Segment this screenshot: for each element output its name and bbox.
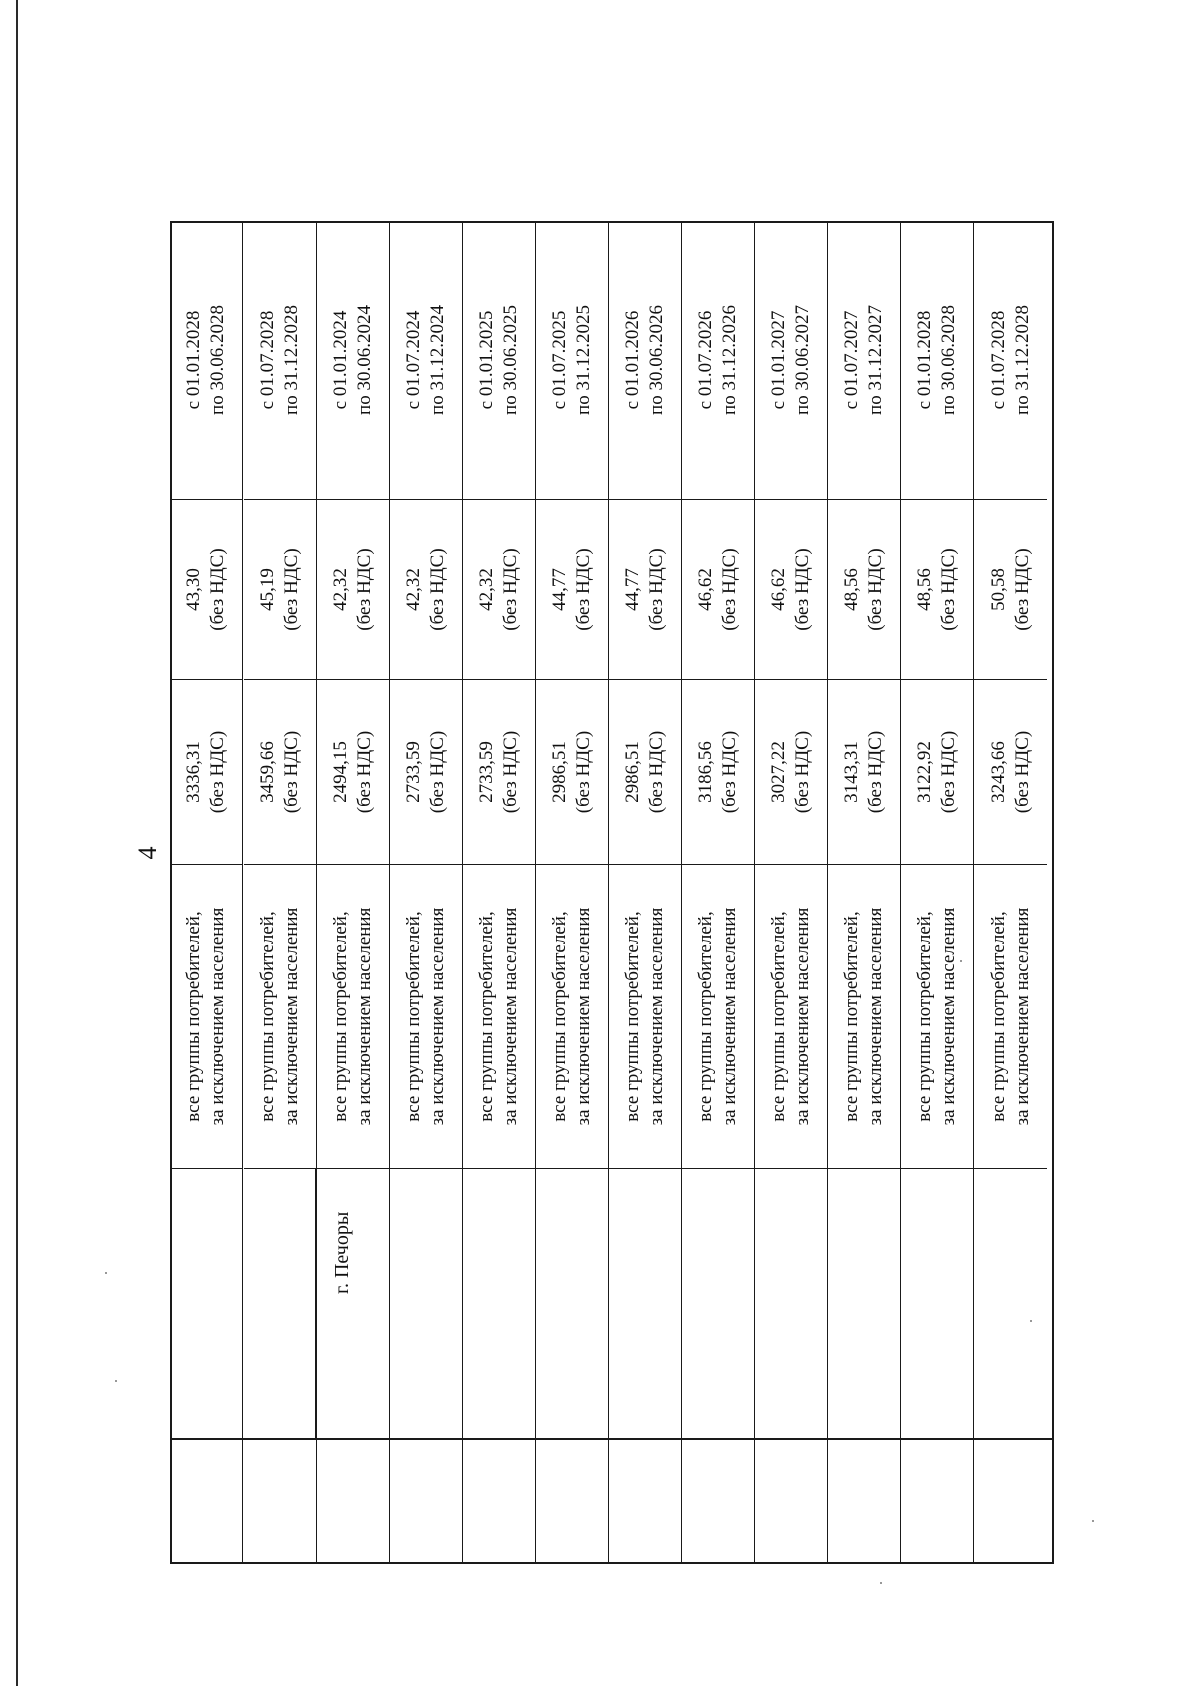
period-cell-text: с 01.07.2028 xyxy=(257,310,278,410)
consumer-group-cell xyxy=(536,864,608,1169)
period-cell xyxy=(536,221,608,499)
tariff-value-cell xyxy=(682,679,754,864)
page-edge-line xyxy=(16,0,18,1686)
period-cell-text: с 01.07.2024 xyxy=(403,310,424,410)
period-cell-text: с 01.01.2028 xyxy=(914,310,935,410)
consumer-group-cell-text: за исключением населения xyxy=(792,907,813,1126)
period-cell xyxy=(682,221,754,499)
table-row xyxy=(317,221,390,1564)
tariff-value-cell xyxy=(755,499,827,679)
tariff-value-cell-text: 42,32 xyxy=(330,568,351,611)
tariff-value-cell-text: (без НДС) xyxy=(719,730,740,814)
period-cell-text: по 31.12.2028 xyxy=(281,305,302,415)
period-cell-text: с 01.07.2027 xyxy=(841,310,862,410)
tariff-value-cell xyxy=(536,679,608,864)
tariff-value-cell-text: (без НДС) xyxy=(281,548,302,631)
page-number: 4 xyxy=(133,846,162,860)
tariff-value-cell-text: (без НДС) xyxy=(427,730,448,814)
tariff-value-cell-text: 2733,59 xyxy=(403,741,424,803)
tariff-value-cell xyxy=(901,499,973,679)
period-cell-text: с 01.01.2025 xyxy=(476,310,497,410)
consumer-group-cell-text: все группы потребителей, xyxy=(841,911,862,1122)
tariff-value-cell-text: (без НДС) xyxy=(427,548,448,631)
consumer-group-cell xyxy=(463,864,535,1169)
consumer-group-cell xyxy=(828,864,900,1169)
scan-speck xyxy=(105,1272,107,1274)
consumer-group-cell xyxy=(901,864,973,1169)
tariff-value-cell-text: 3143,31 xyxy=(841,741,862,803)
tariff-value-cell xyxy=(317,679,389,864)
consumer-group-cell xyxy=(390,864,462,1169)
table-row xyxy=(390,221,463,1564)
period-cell xyxy=(244,221,316,499)
consumer-group-cell-text: за исключением населения xyxy=(281,907,302,1126)
tariff-value-cell-text: (без НДС) xyxy=(646,548,667,631)
tariff-value-cell xyxy=(317,499,389,679)
consumer-group-cell-text: все группы потребителей, xyxy=(403,911,424,1122)
tariff-value-cell xyxy=(390,679,462,864)
tariff-value-cell-text: 44,77 xyxy=(549,568,570,611)
table-row xyxy=(901,221,974,1564)
consumer-group-cell-text: за исключением населения xyxy=(500,907,521,1126)
period-cell-text: по 31.12.2025 xyxy=(573,305,594,415)
tariff-value-cell-text: 42,32 xyxy=(403,568,424,611)
table-row xyxy=(609,221,682,1564)
tariff-value-cell-text: 2986,51 xyxy=(622,741,643,803)
city-name: г. Печоры xyxy=(331,1211,353,1294)
period-cell xyxy=(170,221,242,499)
tariff-value-cell xyxy=(609,499,681,679)
tariff-value-cell-text: (без НДС) xyxy=(646,730,667,814)
tariff-value-cell xyxy=(170,679,242,864)
tariff-value-cell-text: (без НДС) xyxy=(938,548,959,631)
consumer-group-cell xyxy=(317,864,389,1169)
tariff-value-cell-text: 46,62 xyxy=(768,568,789,611)
tariff-value-cell-text: 43,30 xyxy=(183,568,204,611)
consumer-group-cell-text: все группы потребителей, xyxy=(549,911,570,1122)
tariff-value-cell-text: 2986,51 xyxy=(549,741,570,803)
period-cell xyxy=(390,221,462,499)
tariff-value-cell-text: (без НДС) xyxy=(792,548,813,631)
consumer-group-cell-text: все группы потребителей, xyxy=(476,911,497,1122)
consumer-group-cell-text: все группы потребителей, xyxy=(695,911,716,1122)
tariff-value-cell-text: (без НДС) xyxy=(865,730,886,814)
consumer-group-cell-text: за исключением населения xyxy=(354,907,375,1126)
period-cell xyxy=(901,221,973,499)
consumer-group-cell xyxy=(682,864,754,1169)
tariff-value-cell-text: (без НДС) xyxy=(207,548,228,631)
period-cell-text: по 31.12.2028 xyxy=(1011,305,1033,415)
consumer-group-cell-text: за исключением населения xyxy=(719,907,740,1126)
consumer-group-cell xyxy=(974,864,1047,1169)
tariff-value-cell-text: 2733,59 xyxy=(476,741,497,803)
tariff-value-cell-text: 3336,31 xyxy=(183,741,204,803)
table-row xyxy=(682,221,755,1564)
period-cell xyxy=(317,221,389,499)
tariff-value-cell xyxy=(901,679,973,864)
period-cell-text: по 31.12.2027 xyxy=(865,305,886,415)
tariff-value-cell-text: 50,58 xyxy=(987,568,1009,611)
tariff-value-cell xyxy=(463,499,535,679)
tariff-value-cell xyxy=(463,679,535,864)
tariff-value-cell xyxy=(244,679,316,864)
table-row xyxy=(463,221,536,1564)
consumer-group-cell-text: все группы потребителей, xyxy=(987,911,1009,1122)
scan-speck xyxy=(1030,1320,1032,1322)
consumer-group-cell xyxy=(170,864,242,1169)
table-row xyxy=(244,221,317,1564)
period-cell-text: с 01.07.2025 xyxy=(549,310,570,410)
consumer-group-cell xyxy=(244,864,316,1169)
scan-speck xyxy=(115,1380,117,1382)
period-cell xyxy=(974,221,1047,499)
period-cell-text: по 30.06.2027 xyxy=(792,305,813,415)
tariff-value-cell-text: (без НДС) xyxy=(573,548,594,631)
period-cell-text: с 01.01.2024 xyxy=(330,310,351,410)
tariff-value-cell xyxy=(828,499,900,679)
tariff-value-cell xyxy=(170,499,242,679)
consumer-group-cell-text: за исключением населения xyxy=(865,907,886,1126)
period-cell xyxy=(609,221,681,499)
table-row xyxy=(755,221,828,1564)
tariff-value-cell xyxy=(974,499,1047,679)
tariff-value-cell-text: 3122,92 xyxy=(914,741,935,803)
tariff-value-cell-text: (без НДС) xyxy=(1011,548,1033,631)
tariff-value-cell xyxy=(536,499,608,679)
table-row xyxy=(536,221,609,1564)
period-cell xyxy=(828,221,900,499)
tariff-value-cell xyxy=(390,499,462,679)
period-cell-text: с 01.01.2027 xyxy=(768,310,789,410)
tariff-value-cell-text: 3027,22 xyxy=(768,741,789,803)
consumer-group-cell xyxy=(755,864,827,1169)
tariff-value-cell-text: (без НДС) xyxy=(938,730,959,814)
period-cell-text: по 31.12.2024 xyxy=(427,305,448,415)
consumer-group-cell-text: за исключением населения xyxy=(427,907,448,1126)
period-cell-text: по 31.12.2026 xyxy=(719,305,740,415)
consumer-group-cell-text: все группы потребителей, xyxy=(257,911,278,1122)
tariff-value-cell xyxy=(609,679,681,864)
tariff-value-cell-text: 3186,56 xyxy=(695,741,716,803)
table-row xyxy=(170,221,243,1564)
tariff-value-cell-text: (без НДС) xyxy=(207,730,228,814)
tariff-value-cell-text: (без НДС) xyxy=(1011,730,1033,814)
consumer-group-cell-text: за исключением населения xyxy=(1011,907,1033,1126)
tariff-value-cell-text: 3243,66 xyxy=(987,741,1009,803)
tariff-value-cell xyxy=(244,499,316,679)
scan-speck xyxy=(960,960,962,962)
tariff-value-cell xyxy=(755,679,827,864)
consumer-group-cell-text: все группы потребителей, xyxy=(768,911,789,1122)
table-row xyxy=(974,221,1047,1564)
tariff-value-cell xyxy=(828,679,900,864)
consumer-group-cell-text: все группы потребителей, xyxy=(330,911,351,1122)
period-cell-text: с 01.01.2028 xyxy=(183,310,204,410)
period-cell-text: по 30.06.2024 xyxy=(354,305,375,415)
tariff-value-cell-text: 46,62 xyxy=(695,568,716,611)
scan-speck xyxy=(1092,1520,1094,1522)
tariff-value-cell-text: 42,32 xyxy=(476,568,497,611)
period-cell-text: с 01.07.2026 xyxy=(695,310,716,410)
period-cell-text: по 30.06.2028 xyxy=(207,305,228,415)
tariff-value-cell-text: (без НДС) xyxy=(500,548,521,631)
tariff-table xyxy=(170,221,1054,1564)
consumer-group-cell-text: за исключением населения xyxy=(938,907,959,1126)
period-cell-text: по 30.06.2026 xyxy=(646,305,667,415)
tariff-value-cell-text: 45,19 xyxy=(257,568,278,611)
tariff-value-cell xyxy=(682,499,754,679)
scan-speck xyxy=(880,1582,882,1584)
consumer-group-cell xyxy=(609,864,681,1169)
tariff-value-cell-text: (без НДС) xyxy=(354,548,375,631)
period-cell-text: по 30.06.2025 xyxy=(500,305,521,415)
consumer-group-cell-text: все группы потребителей, xyxy=(622,911,643,1122)
consumer-group-cell-text: все группы потребителей, xyxy=(914,911,935,1122)
tariff-value-cell-text: (без НДС) xyxy=(281,730,302,814)
tariff-value-cell-text: 44,77 xyxy=(622,568,643,611)
table-row xyxy=(828,221,901,1564)
consumer-group-cell-text: за исключением населения xyxy=(573,907,594,1126)
tariff-value-cell-text: 3459,66 xyxy=(257,741,278,803)
consumer-group-cell-text: все группы потребителей, xyxy=(183,911,204,1122)
tariff-value-cell-text: (без НДС) xyxy=(792,730,813,814)
tariff-value-cell-text: (без НДС) xyxy=(865,548,886,631)
period-cell xyxy=(463,221,535,499)
tariff-value-cell-text: (без НДС) xyxy=(354,730,375,814)
tariff-value-cell-text: 48,56 xyxy=(841,568,862,611)
tariff-value-cell xyxy=(974,679,1047,864)
tariff-value-cell-text: (без НДС) xyxy=(500,730,521,814)
period-cell-text: с 01.07.2028 xyxy=(987,310,1009,410)
period-cell xyxy=(755,221,827,499)
tariff-value-cell-text: (без НДС) xyxy=(719,548,740,631)
tariff-value-cell-text: (без НДС) xyxy=(573,730,594,814)
consumer-group-cell-text: за исключением населения xyxy=(646,907,667,1126)
tariff-value-cell-text: 2494,15 xyxy=(330,741,351,803)
period-cell-text: по 30.06.2028 xyxy=(938,305,959,415)
period-cell-text: с 01.01.2026 xyxy=(622,310,643,410)
tariff-value-cell-text: 48,56 xyxy=(914,568,935,611)
consumer-group-cell-text: за исключением населения xyxy=(207,907,228,1126)
